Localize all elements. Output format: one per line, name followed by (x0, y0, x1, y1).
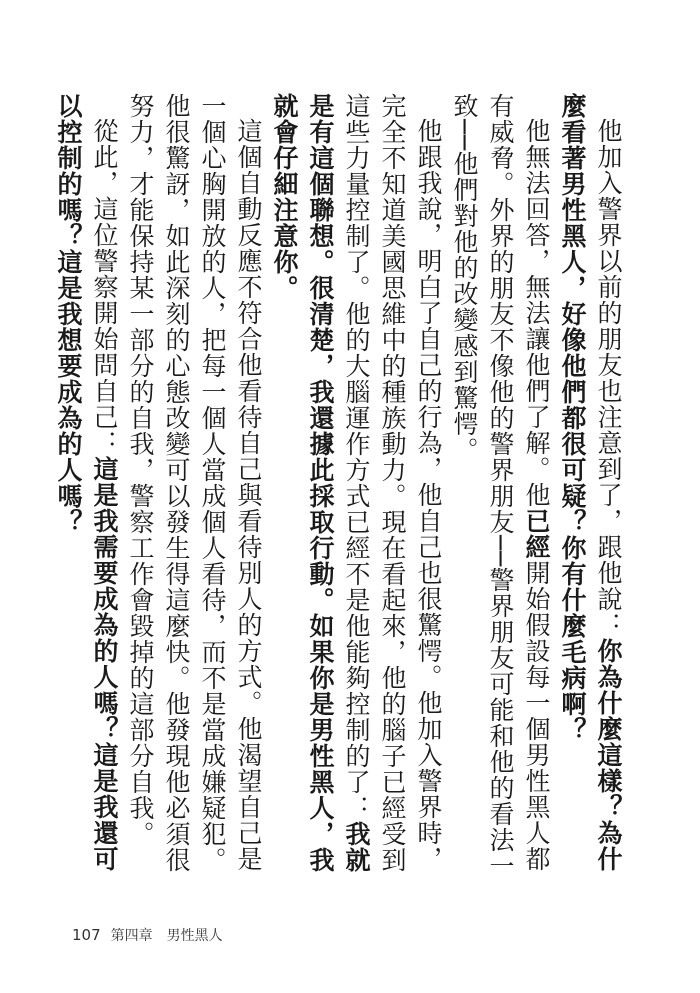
paragraph (50, 93, 122, 891)
bold-text: 已經 (522, 508, 551, 560)
text-run: 開始假設每一個男性黑人都有威脅。外界的朋友不像他的警界朋友──警界朋友可能和他的看法一致──他們對他的改變感到驚愕。 (450, 93, 551, 880)
text-run: 他加入警界以前的朋友也注意到了，跟他說： (594, 118, 623, 638)
paragraph (122, 93, 266, 891)
body-text (54, 93, 626, 891)
bold-text: 你為什麼這樣？為什麼看著男性黑人，好像他們都很可疑？你有什麼毛病啊？ (558, 93, 623, 872)
text-run: 從此，這位警察開始問自己： (90, 118, 119, 456)
page-number: 107 (72, 926, 101, 944)
bold-text: 這是我需要成為的人嗎？這是我還可以控制的嗎？這是我想要成為的人嗎？ (54, 93, 119, 872)
paragraph (266, 93, 446, 891)
paragraph (554, 93, 626, 891)
text-run: 他跟我說，明白了自己的行為，他自己也很驚愕。他加入警界時，完全不知道美國思維中的種族動力。現在看起來，他的腦子已經受到這些力量控制了。他的大腦運作方式已經不是他能夠控制的了： (342, 93, 443, 873)
text-run: 他無法回答，無法讓他們了解。他 (522, 118, 551, 508)
bold-text: 我就是有這個聯想。很清楚，我還據此採取行動。如果你是男性黑人，我就會仔細注意你。 (270, 93, 371, 873)
page-footer (72, 925, 223, 945)
chapter-title: 第四章 男性黑人 (110, 928, 223, 944)
text-run: 這個自動反應不符合他看待自己與看待別人的方式。他渴望自己是一個心胸開放的人，把每一個人當成個人看待，而不是當成嫌疑犯。他很驚訝，如此深刻的心態改變可以發生得這麼快。他發現他必須很努力，才能保持某一部分的自我，警察工作會毀掉的這部分自我。 (126, 93, 263, 873)
paragraph (446, 93, 554, 891)
